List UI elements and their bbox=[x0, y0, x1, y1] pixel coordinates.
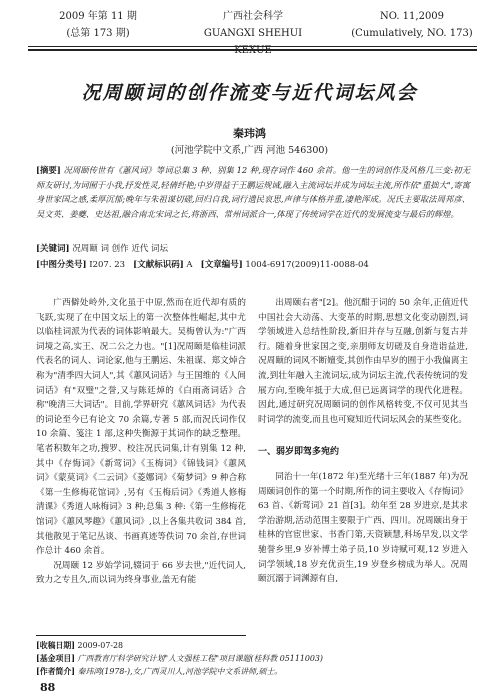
issue-year-number: 2009 年第 11 期 bbox=[59, 11, 137, 22]
abstract bbox=[36, 163, 470, 221]
footnote-received bbox=[36, 639, 476, 652]
abstract-label: [摘要] bbox=[36, 165, 61, 175]
journal-name-cn: 广西社会科学 bbox=[223, 11, 283, 22]
body-paragraph: 广西僻处岭外,文化虽于中原,然而在近代却有质的飞跃,实现了在中国文坛上的第一次整体性崛起,其中尤以临桂词派为代表的词体影响最大。吴梅曾认为:"广西词境之高,实王、况二公之力也。"[1]况周颐是临桂词派代表名的词人、词论家,他与王鹏运、朱祖谋、郑文焯合称为"清季四大词人",其《蕙风词话》与王国维的《人间词话》有"双璧"之誉,又与陈廷焯的《白雨斋词话》合称"晚清三大词话"。目前,学界研究《蕙风词话》为代表的词论至今已有论文 70 余篇,专著 5 部,而況氏词作仅 10 余篇、笺注 1 部,这种失衡源于其词作的缺乏整理。笔者积数年之功,搜罗、校注况氏词集,计有别集 12 种,其中《存悔词》《新莺词》《玉梅词》《锦钱词》《蕙风词》《蒙莫词》《二云词》《菱娜词》《菊梦词》9 种合称《第一生修梅花馆词》,另有《玉梅后词》《秀道人修梅清课》《秀道人咏梅词》3 种;总集 3 种:《第一生修梅花馆词》《蕙风琴趣》《蕙风词》,以上各集共收词 384 首,其他散见于笔记丛谈、书画真迹等佚词 70 余首,存世词作总计 460 余首。 bbox=[36, 298, 246, 557]
issue-cumulative-en: (Cumulatively, NO. 173) bbox=[351, 28, 473, 39]
body-paragraph: 况周颐 12 岁始学词,辍词于 66 岁去世,"近代词人,致力之专且久,而以词为终身事业,盖无有能 bbox=[36, 560, 246, 586]
section-heading: 一、弱岁即驾多宛约 bbox=[258, 447, 340, 458]
clc-value: I207. 23 bbox=[89, 260, 126, 270]
journal-name-en: GUANGXI SHEHUI KEXUE bbox=[203, 28, 303, 56]
author-bio-value: 秦玮鸿(1978-),女,广西灵川人,河池学院中文系讲师,硕士。 bbox=[77, 667, 283, 676]
keywords-text: 况周颐 词 创作 近代 词坛 bbox=[72, 244, 169, 254]
fund-label: [基金项目] bbox=[36, 654, 76, 663]
keywords-label: [关键词] bbox=[36, 244, 70, 254]
journal-issue bbox=[28, 8, 168, 42]
header-rule-thin bbox=[28, 46, 477, 47]
footnote-rule bbox=[36, 635, 246, 636]
body-paragraph: 出周颐右者"[2]。他沉酣于词的 50 余年,正值近代中国社会大动荡、大变革的时期,思想文化变动剧烈,词学领域进入总结性阶段,新旧并存与互融,创新与复古并行。随着身世家国之变,亲朋师友切磋及自身造诣益进,况周颐的词风不断嬗变,其创作由早岁的囿于小我偏离主流,到壮年融入主流词坛,成为词坛主流,代表传统词的发展方向,至晚年抵于大成,但已远离词学的现代化进程。因此,通过研究况周颐词的创作风格转变,不仅可见其当时词学的流变,而且也可窥知近代词坛风会的某些变化。 bbox=[258, 298, 468, 425]
received-value: 2009-07-28 bbox=[77, 641, 124, 650]
journal-issue-en bbox=[347, 8, 477, 42]
doc-code-label: [文献标识码] bbox=[133, 260, 184, 270]
classification-line bbox=[36, 258, 470, 272]
issue-number-en: NO. 11,2009 bbox=[379, 11, 445, 22]
article-title: 况周颐词的创作流变与近代词坛风会 bbox=[81, 82, 418, 104]
doc-code-value: A bbox=[186, 260, 193, 270]
received-label: [收稿日期] bbox=[36, 641, 76, 650]
body-column-right bbox=[258, 296, 468, 587]
footnotes bbox=[36, 639, 476, 678]
journal-name bbox=[193, 8, 313, 59]
article-id-label: [文章编号] bbox=[200, 260, 243, 270]
keywords bbox=[36, 242, 470, 256]
fund-value: 广西教育厅科学研究计划"人文强桂工程"项目课题(桂科教 05111003) bbox=[77, 654, 324, 663]
footnote-fund bbox=[36, 652, 476, 665]
article-id-value: 1004-6917(2009)11-0088-04 bbox=[245, 260, 369, 270]
header-rule-thick bbox=[28, 49, 477, 51]
footnote-author bbox=[36, 665, 476, 678]
clc-label: [中图分类号] bbox=[36, 260, 87, 270]
abstract-text: 况周颐传世有《蕙风词》等词总集 3 种、别集 12 种,现存词作 460 余首。他一生的词创作及风格几三变:初无师友研讨,为词囿于小我,抒发性灵,轻倩纤艳;中岁得益于王鹏运规诫,融入主流词坛并成为词坛主流,所作依"重拙大",寄寓身世家国之感,柔厚沉郁;晚年与朱祖谋切磋,回归自我,词行遗民哀思,声律与体格并重,凄艳浑成。况氏主要取法周邦彦、吴文英、姜夔、史达祖,融合南北宋词之长,将浙西、常州词派合一,体现了传统词学在近代的发展流变与最后的辉煌。 bbox=[36, 165, 471, 219]
article-author: 秦玮鸿 bbox=[233, 127, 266, 140]
running-header bbox=[28, 8, 477, 56]
author-affiliation: (河池学院中文系,广西 河池 546300) bbox=[170, 145, 329, 156]
author-bio-label: [作者简介] bbox=[36, 667, 76, 676]
issue-cumulative: (总第 173 期) bbox=[66, 28, 130, 39]
body-column-left bbox=[36, 296, 246, 588]
body-paragraph: 同治十一年(1872 年)至光绪十三年(1887 年)为况周颐词创作的第一个时期,所作的词主要收入《存悔词》63 首、《新莺词》21 首[3]。幼年至 28 岁进京,是其求学治游期,活动范围主要限于广西、四川。况周颐出身于桂林的官宦世家、书香门第,天资颖慧,科场早发,以文学驰誉乡里,9 岁补博士弟子员,10 岁诗赋可观,12 岁进入词学领域,18 岁充优贡生,19 岁登乡榜成为举人。况周颐沉溺于词渊源有自, bbox=[258, 471, 468, 585]
page-number: 88 bbox=[40, 681, 56, 694]
